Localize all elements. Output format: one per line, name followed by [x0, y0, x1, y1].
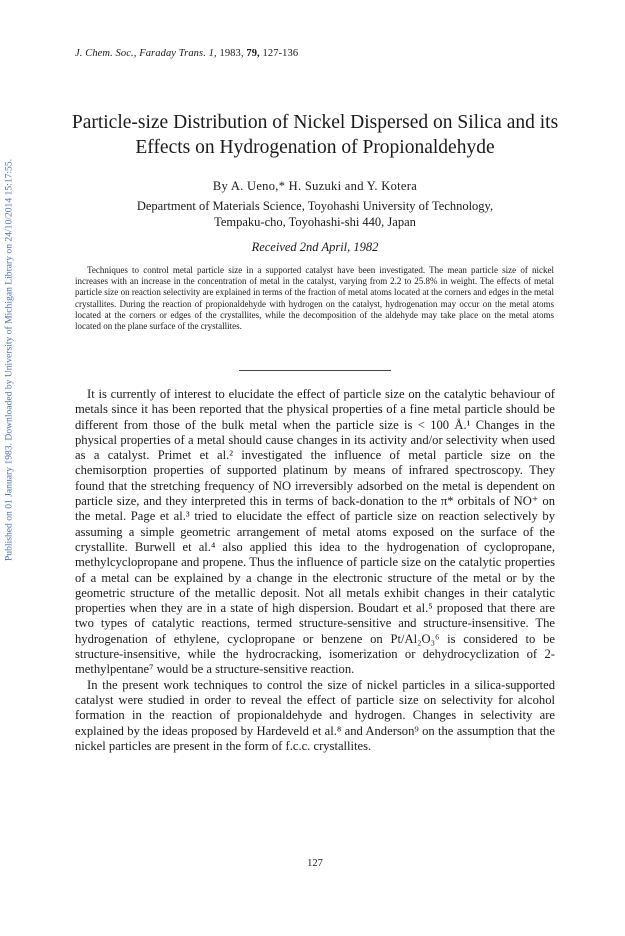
abstract: Techniques to control metal particle size in a supported catalyst have been investigated. The mean particle size of nickel increases with an increase in the concentration of metal in the catalyst, varying from 2.2 to 25.8% in weight. The effects of metal particle size on reaction selectivity are explained in terms of the fraction of metal atoms located at the corners and edges in the metal crystallites. During the reaction of propionaldehyde with hydrogen on the catalyst, hydrogenation may occur on the metal atoms located at the corners or edges of the crystallites, while the decomposition of the aldehyde may take place on the metal atoms located on the plane surface of the crystallites. [75, 265, 554, 332]
affiliation-line-1: Department of Materials Science, Toyohashi University of Technology, [136, 199, 494, 213]
received-date: Received 2nd April, 1982 [251, 240, 379, 254]
journal-citation [75, 48, 298, 59]
body-text [75, 387, 555, 754]
download-watermark [2, 130, 16, 590]
journal-year: 1983, [219, 48, 244, 59]
journal-volume: 79, [246, 48, 260, 59]
paper-authors: By A. Ueno,* H. Suzuki and Y. Kotera [212, 179, 418, 193]
body-paragraph-1: It is currently of interest to elucidate the effect of particle size on the catalytic behaviour of metals since it has been reported that the physical properties of a fine metal particle should be different from those of the bulk metal when the particle size is < 100 Å.¹ Changes in the physical properties of a metal should cause changes in its activity and/or selectivity when used as a catalyst. Primet et al.² investigated the influence of metal particle size on the chemisorption properties of supported platinum by means of infrared spectroscopy. They found that the stretching frequency of NO irreversibly adsorbed on the metal is dependent on particle size, and they interpreted this in terms of back-donation to the π* orbitals of NO⁺ on the metal. Page et al.³ tried to elucidate the effect of particle size on reaction selectively by assuming a simple geometric arrangement of metal atoms exposed on the surface of the crystallite. Burwell et al.⁴ also applied this idea to the hydrogenation of cyclopropane, methylcyclopropane and propene. Thus the influence of particle size on the catalytic properties of a metal can be explained by a change in the electronic structure of the metal or by the geometric structure of the metallic deposit. Not all metals exhibit changes in their catalytic properties when they are in a state of high dispersion. Boudart et al.⁵ proposed that there are two types of catalytic reactions, termed structure-sensitive and structure-insensitive. The hydrogenation of ethylene, cyclopropane or benzene on Pt/Al₂O₃⁶ is considered to be structure-insensitive, while the hydrocracking, isomerization or dehydrocyclization of 2-methylpentane⁷ would be a structure-sensitive reaction. [75, 387, 555, 677]
page-number: 127 [307, 858, 323, 869]
paper-title: Particle-size Distribution of Nickel Dispersed on Silica and its Effects on Hydrogenation of Propionaldehyde [71, 112, 559, 158]
journal-pages: 127-136 [262, 48, 299, 59]
affiliation [75, 198, 555, 230]
download-watermark-text: Published on 01 January 1983. Downloaded by University of Michigan Library on 24/10/2014 15:17:55. [3, 158, 15, 562]
journal-name: J. Chem. Soc., Faraday Trans. 1, [75, 48, 217, 59]
section-divider [239, 370, 391, 371]
body-paragraph-2: In the present work techniques to control the size of nickel particles in a silica-supported catalyst were studied in order to reveal the effect of particle size on selectivity for alcohol formation in the reaction of propionaldehyde and hydrogen. Changes in selectivity are explained by the ideas proposed by Hardeveld et al.⁸ and Anderson⁹ on the assumption that the nickel particles are present in the form of f.c.c. crystallites. [75, 677, 555, 753]
affiliation-line-2: Tempaku-cho, Toyohashi-shi 440, Japan [214, 215, 416, 229]
